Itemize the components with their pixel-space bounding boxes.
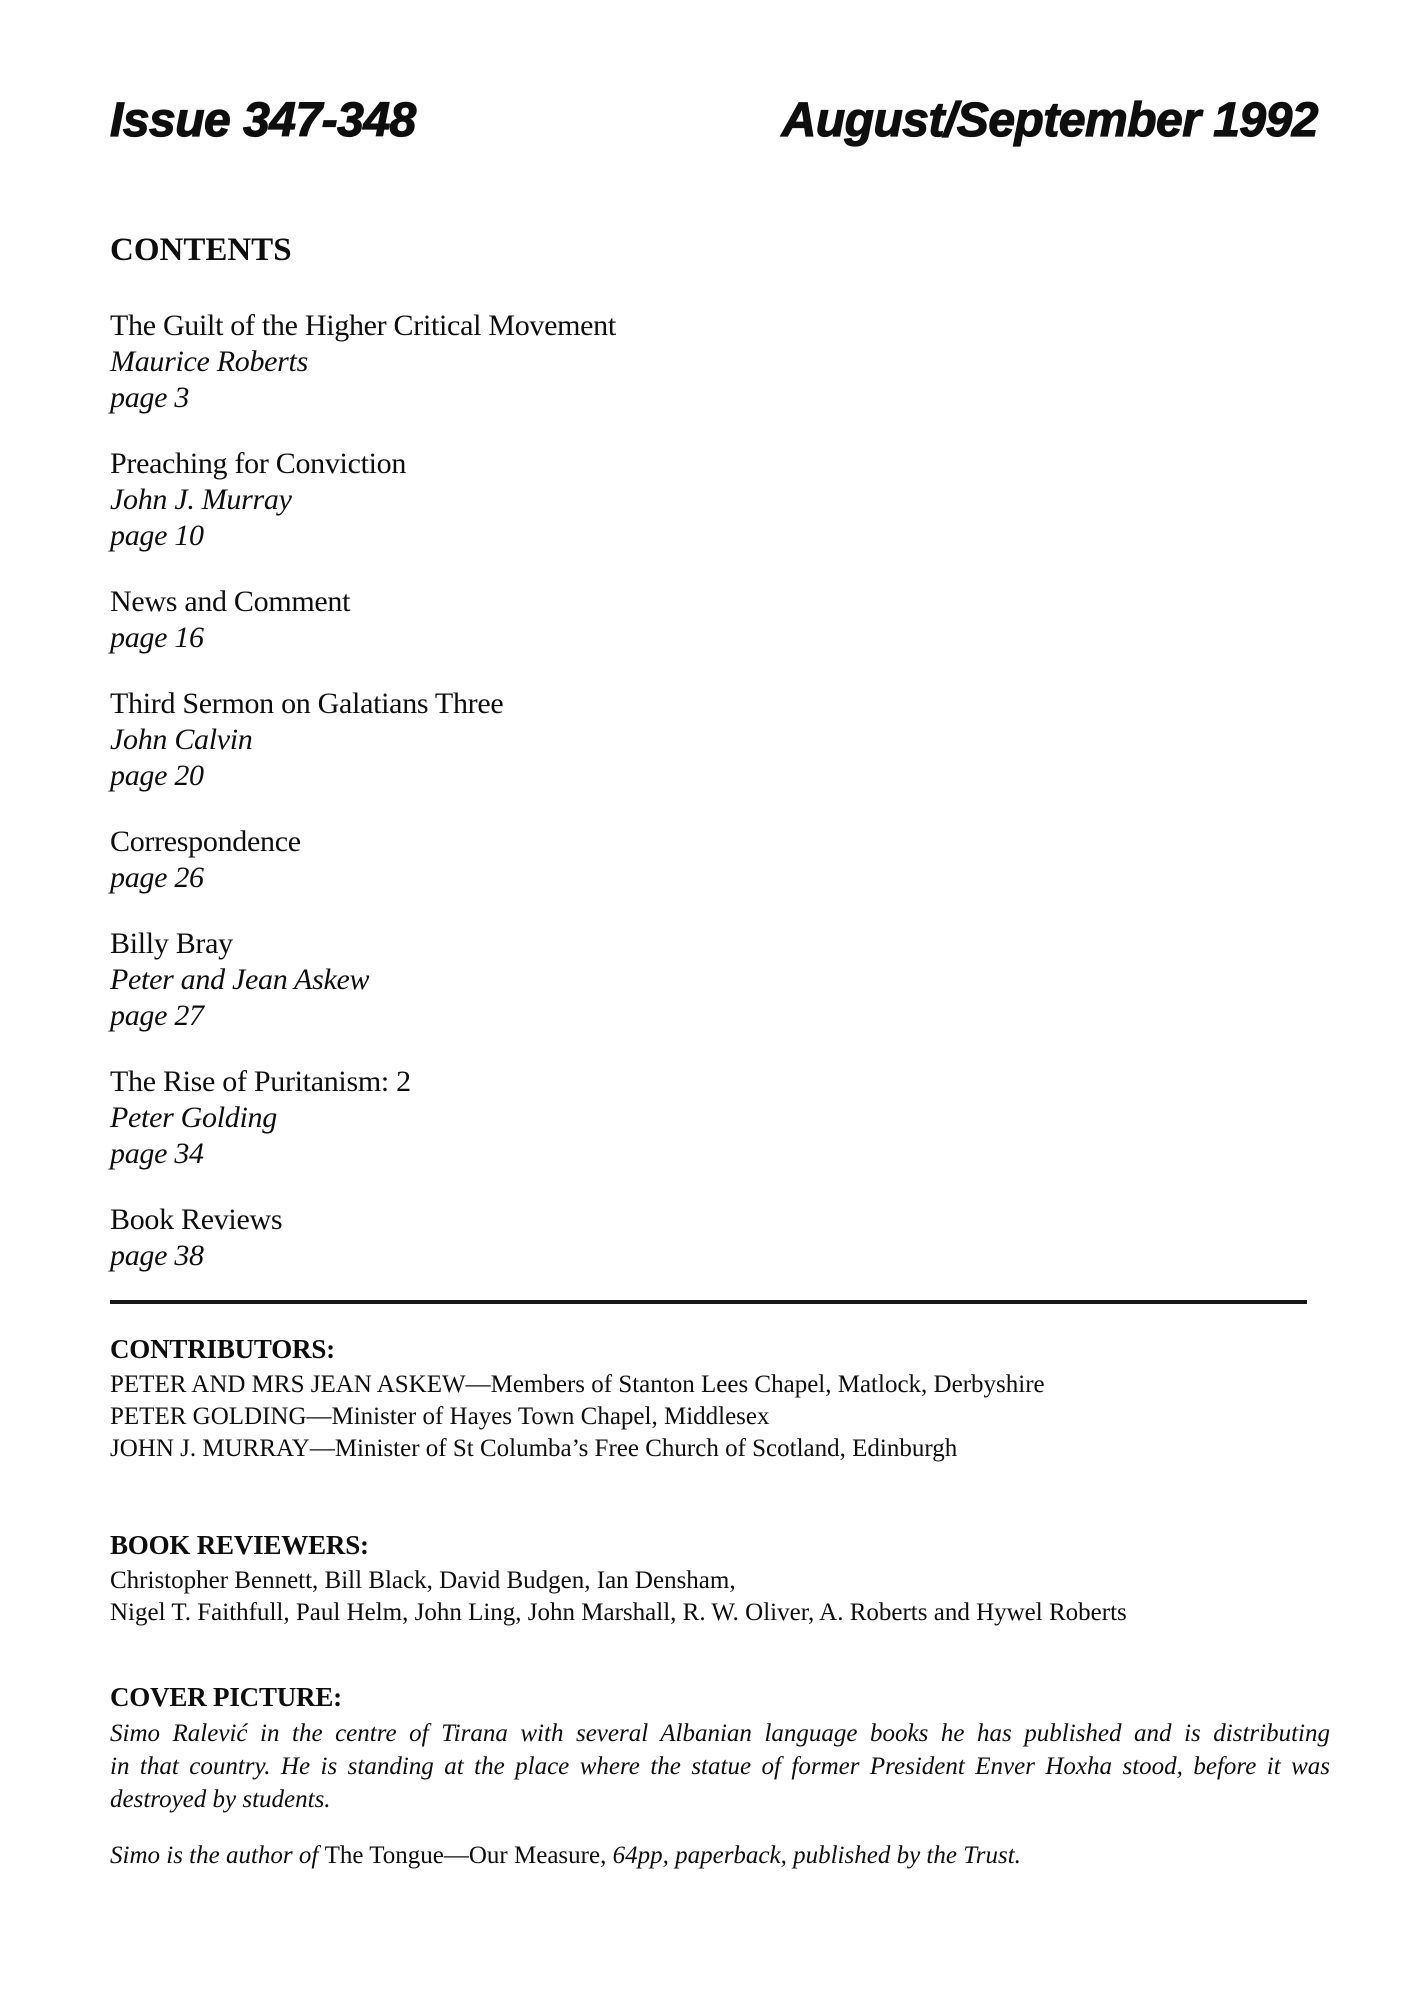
toc-entry (110, 308, 1330, 416)
toc-entry-page: page 3 (110, 381, 190, 414)
toc-entry-page: page 38 (110, 1239, 204, 1272)
toc-entry-author: Peter Golding (110, 1101, 277, 1134)
author-note-prefix: Simo is the author of (110, 1842, 325, 1869)
toc-entry-author: John J. Murray (110, 483, 292, 516)
toc-entry-page: page 10 (110, 519, 204, 552)
contributor-line: JOHN J. MURRAY—Minister of St Columba’s Free Church of Scotland, Edinburgh (110, 1435, 958, 1462)
toc-entry-title: Third Sermon on Galatians Three (110, 687, 504, 720)
toc-entry-title: The Rise of Puritanism: 2 (110, 1065, 411, 1098)
toc-entry (110, 1064, 1330, 1172)
contents-list (110, 308, 1330, 1304)
toc-entry-title: Correspondence (110, 825, 301, 858)
divider-rule (110, 1300, 1307, 1304)
toc-entry (110, 1202, 1330, 1274)
cover-description-line: Simo Ralević in the centre of Tirana with several Albanian language books he has published and is distributing (110, 1720, 1330, 1747)
toc-entry-title: Book Reviews (110, 1203, 283, 1236)
contributors-heading: CONTRIBUTORS: (110, 1334, 335, 1364)
author-note-suffix: 64pp, paperback, published by the Trust. (606, 1842, 1021, 1869)
toc-entry-page: page 27 (110, 999, 204, 1032)
book-reviewers-heading: BOOK REVIEWERS: (110, 1530, 369, 1560)
toc-entry-title: Preaching for Conviction (110, 447, 407, 480)
toc-entry-page: page 20 (110, 759, 204, 792)
cover-picture-section (110, 1681, 1330, 1872)
toc-entry (110, 824, 1330, 896)
toc-entry-author: Maurice Roberts (110, 345, 308, 378)
author-note (110, 1840, 1330, 1872)
issue-date: August/September 1992 (781, 94, 1318, 147)
masthead (110, 94, 1318, 147)
contributor-line: PETER AND MRS JEAN ASKEW—Members of Stanton Lees Chapel, Matlock, Derbyshire (110, 1371, 1045, 1398)
cover-picture-heading: COVER PICTURE: (110, 1682, 342, 1712)
cover-description-line: in that country. He is standing at the place where the statue of former President Enver Hoxha stood, before it was (110, 1753, 1330, 1780)
toc-entry (110, 584, 1330, 656)
toc-entry-title: The Guilt of the Higher Critical Movement (110, 309, 616, 342)
contributors-section (110, 1333, 1330, 1465)
toc-entry (110, 446, 1330, 554)
book-title: The Tongue—Our Measure, (324, 1842, 607, 1869)
book-reviewers-section (110, 1529, 1330, 1629)
cover-description-line: destroyed by students. (110, 1786, 331, 1813)
toc-entry-title: Billy Bray (110, 927, 233, 960)
toc-entry-author: John Calvin (110, 723, 253, 756)
toc-entry (110, 686, 1330, 794)
toc-entry-page: page 34 (110, 1137, 204, 1170)
contributor-line: PETER GOLDING—Minister of Hayes Town Chapel, Middlesex (110, 1403, 770, 1430)
toc-entry-title: News and Comment (110, 585, 351, 618)
issue-number: Issue 347-348 (110, 94, 416, 147)
toc-entry-page: page 26 (110, 861, 204, 894)
toc-entry-author: Peter and Jean Askew (110, 963, 370, 996)
reviewer-line: Christopher Bennett, Bill Black, David Budgen, Ian Densham, (110, 1567, 736, 1594)
toc-entry (110, 926, 1330, 1034)
contents-heading: CONTENTS (110, 232, 292, 268)
reviewer-line: Nigel T. Faithfull, Paul Helm, John Ling, John Marshall, R. W. Oliver, A. Roberts and Hywel Roberts (110, 1599, 1127, 1626)
toc-entry-page: page 16 (110, 621, 204, 654)
